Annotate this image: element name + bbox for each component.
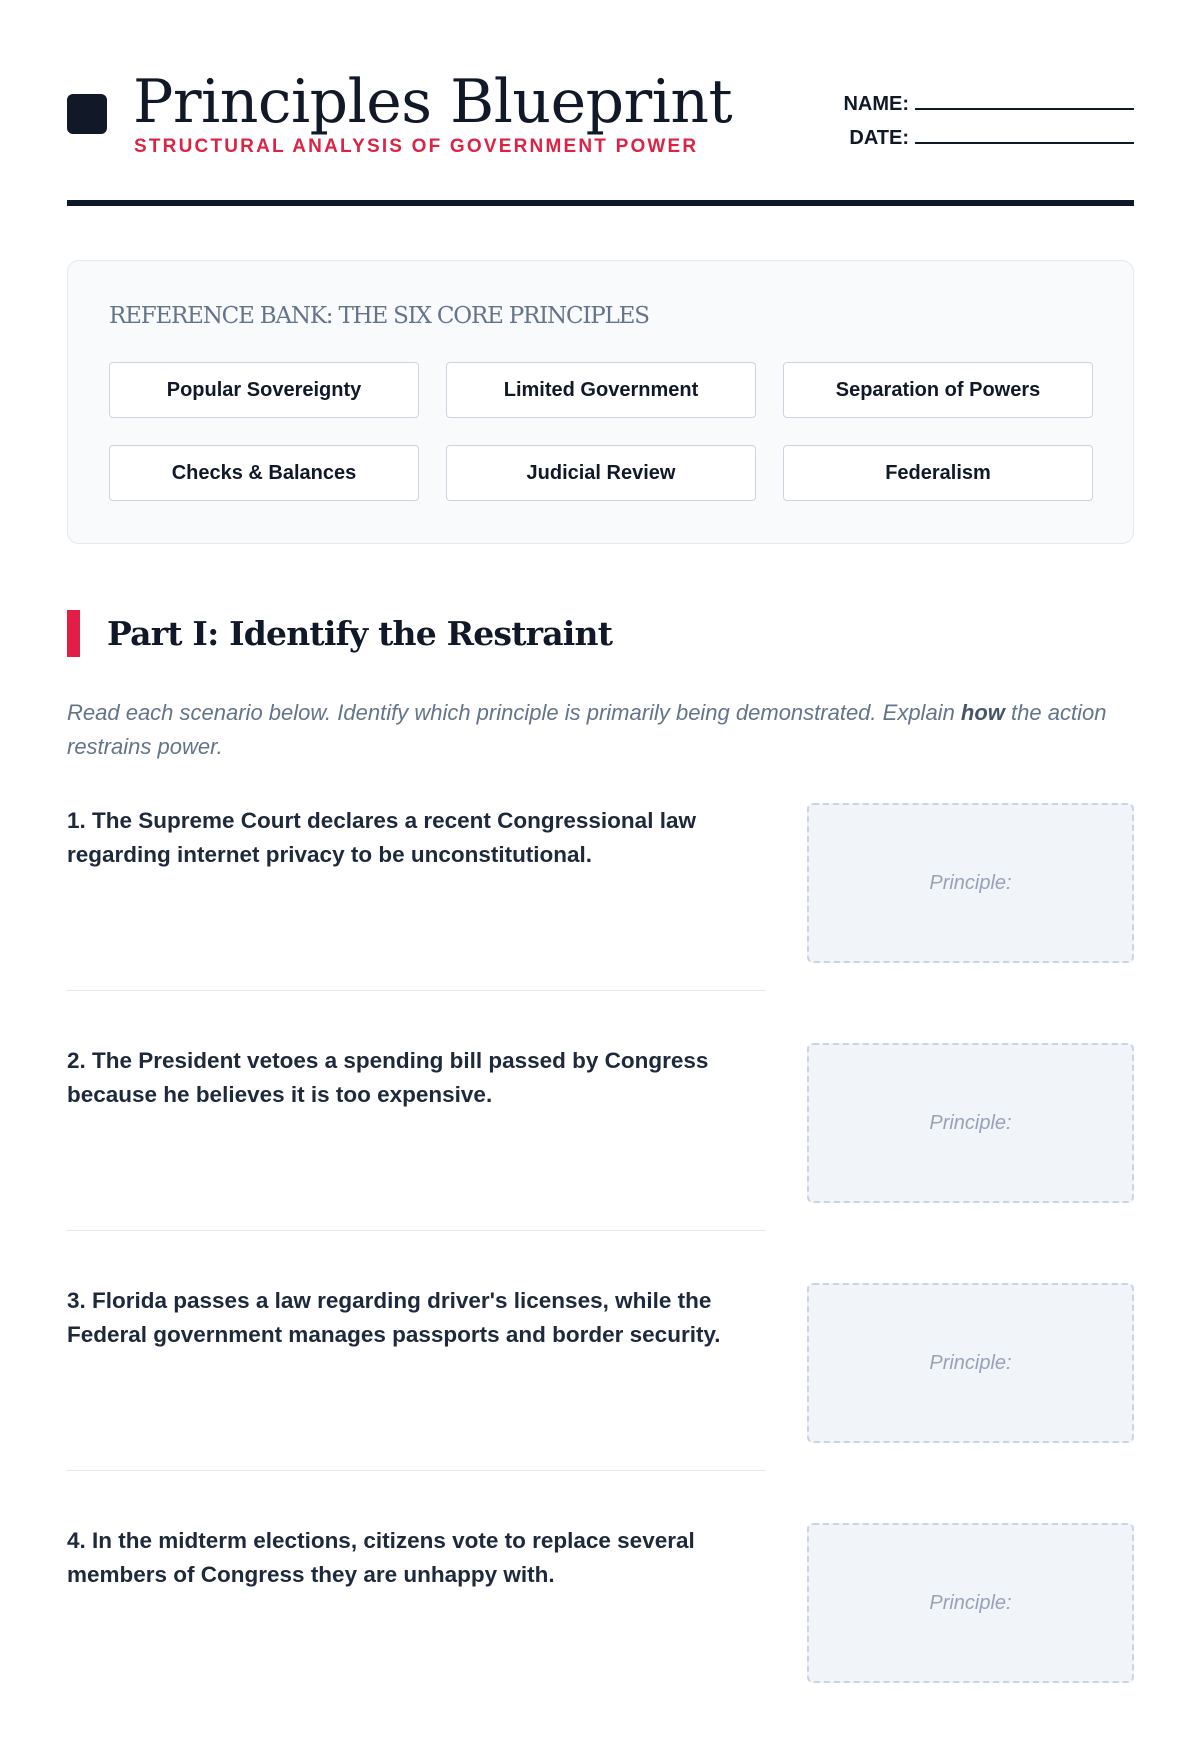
part-title: Part I: Identify the Restraint xyxy=(107,614,613,653)
principle-chip: Separation of Powers xyxy=(783,362,1093,418)
question-text: 1. The Supreme Court declares a recent Congressional law regarding internet privacy to be unconstitutional. xyxy=(67,808,696,867)
answer-line xyxy=(67,990,766,991)
reference-bank-grid xyxy=(109,362,1093,501)
question-text: 4. In the midterm elections, citizens vote to replace several members of Congress they are unhappy with. xyxy=(67,1528,695,1587)
principle-chip: Judicial Review xyxy=(446,445,756,501)
name-row xyxy=(834,82,1134,116)
question-item xyxy=(67,1284,1134,1524)
principle-answer-box[interactable] xyxy=(807,1523,1134,1683)
instructions-text: Read each scenario below. Identify which principle is primarily being demonstrated. Explain xyxy=(67,700,961,725)
question-item xyxy=(67,1044,1134,1284)
part-heading xyxy=(67,610,767,658)
answer-placeholder: Principle: xyxy=(929,1591,1012,1614)
principle-answer-box[interactable] xyxy=(807,803,1134,963)
answer-line xyxy=(67,1230,766,1231)
principle-answer-box[interactable] xyxy=(807,1043,1134,1203)
principle-chip: Checks & Balances xyxy=(109,445,419,501)
reference-bank-title: REFERENCE BANK: THE SIX CORE PRINCIPLES xyxy=(109,303,649,329)
answer-placeholder: Principle: xyxy=(929,1111,1012,1134)
principle-answer-box[interactable] xyxy=(807,1283,1134,1443)
instructions xyxy=(67,696,1134,764)
header-divider xyxy=(67,200,1134,206)
question-item xyxy=(67,804,1134,1044)
header xyxy=(67,64,1134,174)
answer-placeholder: Principle: xyxy=(929,871,1012,894)
reference-bank xyxy=(67,260,1134,544)
answer-line xyxy=(67,1470,766,1471)
principle-chip: Popular Sovereignty xyxy=(109,362,419,418)
page-subtitle: STRUCTURAL ANALYSIS OF GOVERNMENT POWER xyxy=(134,136,699,157)
date-row xyxy=(834,116,1134,150)
instructions-text-end: the action restrains power. xyxy=(67,700,1107,759)
student-meta xyxy=(834,82,1134,150)
logo-square-icon xyxy=(67,94,107,134)
question-item xyxy=(67,1524,1134,1764)
question-text: 2. The President vetoes a spending bill passed by Congress because he believes it is too expensive. xyxy=(67,1048,709,1107)
date-field[interactable] xyxy=(915,120,1134,144)
name-label: NAME: xyxy=(843,93,909,115)
principle-chip: Limited Government xyxy=(446,362,756,418)
question-text: 3. Florida passes a law regarding driver's licenses, while the Federal government manages passports and border security. xyxy=(67,1288,721,1347)
principle-chip: Federalism xyxy=(783,445,1093,501)
name-field[interactable] xyxy=(915,86,1134,110)
instructions-emphasis: how xyxy=(960,700,1005,725)
page-title: Principles Blueprint xyxy=(133,67,733,137)
date-label: DATE: xyxy=(849,127,909,149)
answer-placeholder: Principle: xyxy=(929,1351,1012,1374)
accent-bar xyxy=(67,610,80,657)
